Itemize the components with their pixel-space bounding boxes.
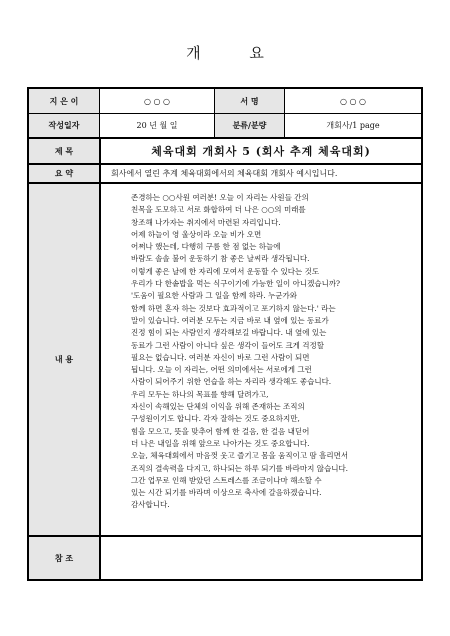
content-line: 이렇게 좋은 날에 한 자리에 모여서 운동할 수 있다는 것도 (131, 266, 320, 276)
content-line: 바람도 솔솔 불어 운동하기 참 좋은 날씨라 생각됩니다. (131, 254, 310, 264)
content-line: '도움이 필요한 사람과 그 일을 함께 하라. 누군가와 (131, 291, 298, 301)
content-line: 동료가 그런 사람이 아니다 싶은 생각이 들어도 크게 걱정할 (131, 340, 324, 350)
category-value: 개회사/1 page (284, 114, 421, 137)
content-line: 우리가 다 한솥밥을 먹는 식구이기에 가능한 일이 아니겠습니까? (131, 279, 341, 289)
content-line: 사람이 되어주기 위한 연습을 하는 자리라 생각해도 좋습니다. (131, 377, 332, 387)
reference-label: 참 조 (29, 537, 99, 579)
reference-value (99, 537, 421, 579)
content-line: 감사합니다. (131, 500, 170, 510)
content-line: 진정 힘이 되는 사람인지 생각해보길 바랍니다. 내 옆에 있는 (131, 328, 327, 338)
content-line: 더 나은 내일을 위해 앞으로 나아가는 것도 중요합니다. (131, 438, 310, 448)
content-line: 됩니다. 오늘 이 자리는, 어떤 의미에서는 서로에게 그런 (131, 365, 312, 375)
category-label: 분류/분량 (214, 114, 284, 137)
content-line: 말이 있습니다. 여러분 모두는 지금 바로 내 옆에 있는 동료가 (131, 315, 329, 325)
author-value: ○ ○ ○ (99, 89, 214, 113)
content-line: 어제 하늘이 영 울상이라 오늘 비가 오면 (131, 229, 262, 239)
content-line: 구성원이기도 합니다. 각자 잘하는 것도 중요하지만, (131, 414, 300, 424)
signature-label: 서 명 (214, 89, 284, 113)
content-line: 오늘, 체육대회에서 마음껏 웃고 즐기고 몸을 움직이고 땀 흘리면서 (131, 451, 349, 461)
content-line: 힘을 모으고, 뜻을 맞추어 함께 한 걸음, 한 걸음 내딛어 (131, 426, 310, 436)
content-line: 조직의 결속력을 다지고, 하나되는 하루 되기를 바라마지 않습니다. (131, 463, 349, 473)
summary-form (27, 87, 423, 581)
subject-label: 제 목 (29, 139, 99, 163)
summary-value: 회사에서 열린 추계 체육대회에서의 체육대회 개회사 예시입니다. (99, 165, 421, 182)
content-line: 그간 업무로 인해 받았던 스트레스를 조금이나마 해소할 수 (131, 475, 322, 485)
summary-label: 요 약 (29, 165, 99, 182)
signature-value: ○ ○ ○ (284, 89, 421, 113)
content-line: 존경하는 ○○사원 여러분! 오늘 이 자리는 사원들 간의 (131, 193, 309, 202)
author-label: 지 은 이 (29, 89, 99, 113)
content-body (131, 192, 431, 512)
content-line: 어쩌나 했는데, 다행히 구름 한 점 없는 하늘에 (131, 242, 281, 252)
content-line: 필요는 없습니다. 여러분 자신이 바로 그런 사람이 되면 (131, 352, 310, 362)
document-title: 개 요 (186, 44, 286, 62)
content-line: 함께 하면 혼자 하는 것보다 효과적이고 포기하지 않는다.' 라는 (131, 303, 336, 313)
content-line: 친목을 도모하고 서로 화합하여 더 나은 ○○의 미래를 (131, 205, 306, 215)
author-row (29, 89, 421, 114)
content-line: 자신이 속해있는 단체의 이익을 위해 존재하는 조직의 (131, 402, 305, 412)
reference-row (29, 537, 421, 579)
content-row (29, 184, 421, 537)
summary-row (29, 165, 421, 184)
subject-row (29, 139, 421, 165)
subject-value: 체육대회 개회사 5 (회사 추계 체육대회) (99, 139, 421, 163)
date-value: 20 년 월 일 (99, 114, 214, 137)
content-line: 있는 시간 되기를 바라며 이상으로 축사에 갈음하겠습니다. (131, 488, 322, 498)
content-label: 내 용 (29, 184, 99, 535)
content-area (99, 184, 421, 535)
content-line: 우리 모두는 하나의 목표를 향해 달려가고, (131, 389, 269, 399)
content-line: 창조해 나가자는 취지에서 마련된 자리입니다. (131, 217, 281, 227)
date-label: 작성일자 (29, 114, 99, 137)
date-row (29, 114, 421, 139)
